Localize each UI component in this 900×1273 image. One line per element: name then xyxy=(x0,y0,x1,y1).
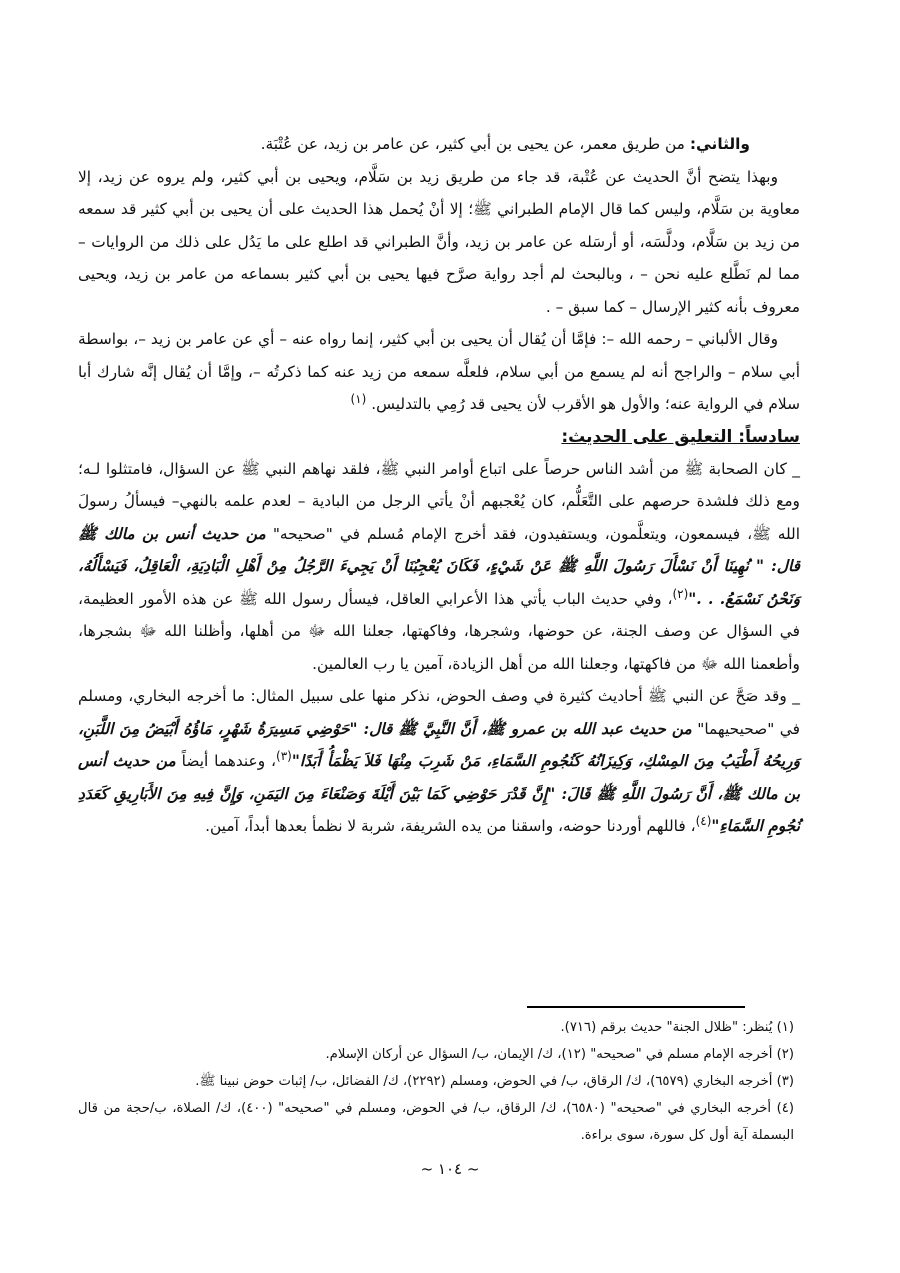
footnote-ref: (٣) xyxy=(276,748,292,763)
hadith-quote: من حديث أنس بن مالك ﷺ قال: " نُهِينَا أَنْ نَسْأَلَ رَسُولَ اللَّهِ ﷺ عَنْ شَيْءٍ، فَكَانَ يُعْجِبُنَا أَنْ يَجِيءَ الرَّجُلُ مِنْ أَهْلِ الْبَادِيَةِ، الْعَاقِلُ، فَيَسْأَلُهُ، وَنَحْنُ نَسْمَعُ. . ." xyxy=(78,524,800,608)
footnote-ref: (٢) xyxy=(672,586,689,601)
hadith-quote: من حديث أنس بن مالك ﷺ، أَنَّ رَسُولَ اللَّهِ ﷺ قَالَ: "إِنَّ قَدْرَ حَوْضِي كَمَا بَيْنَ أَيْلَةَ وَصَنْعَاءَ مِنَ اليَمَنِ، وَإِنَّ فِيهِ مِنَ الأَبَارِيقِ كَعَدَدِ نُجُومِ السَّمَاءِ" xyxy=(78,752,800,835)
paragraph-analysis xyxy=(78,161,800,324)
paragraph-companions xyxy=(78,453,800,681)
footnote-2: (٢) أخرجه الإمام مسلم في "صحيحه" (١٢)، ك/ الإيمان، ب/ السؤال عن أركان الإسلام. xyxy=(325,1047,794,1062)
paragraph-text: _ كان الصحابة ﷺ من أشد الناس حرصاً على اتباع أوامر النبي ﷺ، فلقد نهاهم النبي ﷺ عن السؤال، فامتثلوا لـه؛ ومع ذلك فلشدة حرصهم على التَّعَلُّم، كان يُعْجبهم أنْ يأتي الرجل من البادية – لعدم علمه بالنهي– فيسألُ رسولَ الله ﷺ، فيسمعون، ويتعلَّمون، ويستفيدون، فقد أخرج الإمام مُسلم في "صحيحه" xyxy=(78,459,801,543)
paragraph-text: ، فاللهم أوردنا حوضه، واسقنا من يده الشريفة، شربة لا نظمأ بعدها أبداً، آمين. xyxy=(205,817,696,835)
footnote-4: (٤) أخرجه البخاري في "صحيحه" (٦٥٨٠)، ك/ الرقاق، ب/ في الحوض، ومسلم في "صحيحه" (٤٠٠)، ك/ الصلاة، ب/حجة من قال البسملة آية أول كل سورة، سوى براءة. xyxy=(78,1101,794,1143)
paragraph-text: وبهذا يتضح أنَّ الحديث عن عُتْبة، قد جاء من طريق زيد بن سَلَّام، ويحيى بن أبي كثير، ولم يروه عن زيد، إلا معاوية بن سَلَّام، وليس كما قال الإمام الطبراني ﷺ؛ إلا أنْ يُحمل هذا الحديث على أن يحيى بن أبي كثير قد سمعه من زيد بن سَلَّام، ودلَّسَه، أو أرسَله عن عامر بن زيد، وأنَّ الطبراني قد اطلع على ما يَدُل على ذلك من الروايات – مما لم نَطَّلع عليه نحن – ، وبالبحث لم أجد رواية صرَّح فيها يحيى بن أبي كثير بسماعه من عامر بن زيد، ويحيى معروف بأنه كثير الإرسال – كما سبق – . xyxy=(78,167,800,316)
paragraph-second-route xyxy=(78,128,800,161)
footnote-3: (٣) أخرجه البخاري (٦٥٧٩)، ك/ الرقاق، ب/ في الحوض، ومسلم (٢٢٩٢)، ك/ الفضائل، ب/ إثبات حوض نبينا ﷺ. xyxy=(195,1074,794,1089)
paragraph-text: من طريق معمر، عن يحيى بن أبي كثير، عن عامر بن زيد، عن عُتْبَة. xyxy=(260,135,690,153)
paragraph-albani xyxy=(78,323,800,421)
page-body xyxy=(78,128,800,843)
page-number: ~ ١٠٤ ~ xyxy=(420,1160,480,1178)
footnote-separator xyxy=(527,1006,745,1008)
paragraph-text: وقال الألباني – رحمه الله –: فإمَّا أن يُقال أن يحيى بن أبي كثير، إنما رواه عنه – أي عن عامر بن زيد –، بواسطة أبي سلام – والراجح أنه لم يسمع من أبي سلام، فلعلَّه سمعه من زيد عنه كما ذكرتُه –، وإمَّا أن يُقال إنَّه شارك أبا سلام في الرواية عنه؛ والأول هو الأقرب لأن يحيى قد رُمِي بالتدليس. xyxy=(78,330,800,413)
hadith-quote: من حديث عبد الله بن عمرو ﷺ، أَنَّ النَّبِيَّ ﷺ قال: "حَوْضِي مَسِيرَةُ شَهْرٍ، مَاؤُهُ أَبْيَضُ مِنَ اللَّبَنِ، وَرِيحُهُ أَطْيَبُ مِنَ المِسْكِ، وَكِيزَانُهُ كَنُجُومِ السَّمَاءِ، مَنْ شَرِبَ مِنْهَا فَلاَ يَظْمَأُ أَبَدًا" xyxy=(78,719,800,770)
footnote-1: (١) يُنظر: "ظلال الجنة" حديث برقم (٧١٦). xyxy=(560,1020,794,1035)
paragraph-text: ، وفي حديث الباب يأتي هذا الأعرابي العاقل، فيسأل رسول الله ﷺ عن هذه الأمور العظيمة، في السؤال عن وصف الجنة، عن حوضها، وشجرها، وفاكهتها، جعلنا الله ﷻ من أهلها، وأظلنا الله ﷻ بشجرها، وأطعمنا الله ﷻ من فاكهتها، وجعلنا الله من أهل الزيادة، آمين يا رب العالمين. xyxy=(78,589,800,673)
footnotes xyxy=(78,1014,800,1149)
paragraph-lead: والثاني: xyxy=(689,135,750,153)
section-heading: سادساً: التعليق على الحديث: xyxy=(561,426,800,447)
footnote-ref: (١) xyxy=(350,391,367,406)
paragraph-hawd xyxy=(78,680,800,843)
paragraph-text: ، وعندهما أيضاً xyxy=(175,752,277,770)
paragraph-text: _ وقد صَحَّ عن النبي ﷺ أحاديث كثيرة في وصف الحوض، نذكر منها على سبيل المثال: ما أخرجه البخاري، ومسلم في "صحيحيهما" xyxy=(78,687,800,738)
footnote-ref: (٤) xyxy=(695,813,712,828)
